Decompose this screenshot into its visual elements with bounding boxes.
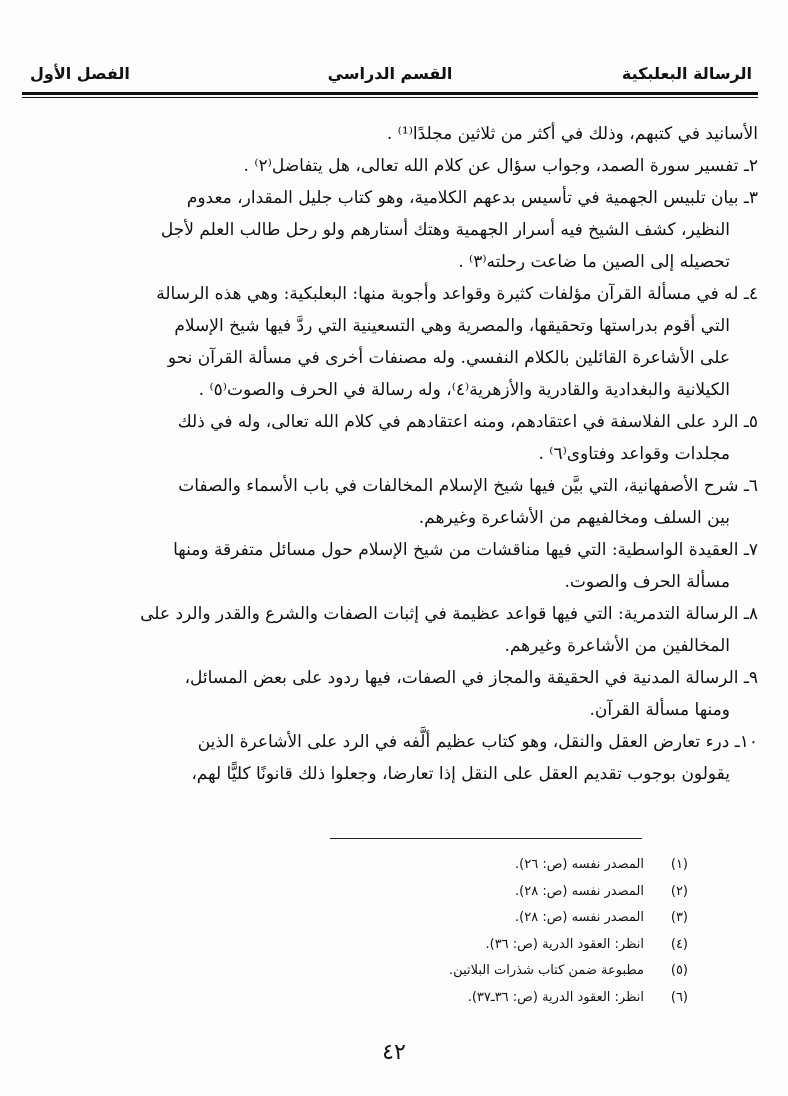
text-line: المخالفين من الأشاعرة وغيرهم. xyxy=(504,636,730,656)
list-item-4: ٤ـ له في مسألة القرآن مؤلفات كثيرة وقواعد وأجوبة منها: البعلبكية: وهي هذه الرسالة xyxy=(156,284,758,304)
footnote-separator xyxy=(330,838,642,839)
text-line: النظير، كشف الشيخ فيه أسرار الجهمية وهتك أستارهم ولو رحل طالب العلم لأجل xyxy=(160,220,730,240)
footnote xyxy=(200,985,688,1012)
footnote-number: (٦) xyxy=(670,989,688,1005)
page-number: ٤٢ xyxy=(382,1040,406,1065)
text-line: الأسانيد في كتبهم، وذلك في أكثر من ثلاثين مجلدًا⁽¹⁾ . xyxy=(386,124,758,144)
text-line: مجلدات وقواعد وفتاوى⁽٦⁾ . xyxy=(538,444,730,464)
header-rule-thin xyxy=(22,97,758,98)
list-item-2: ٢ـ تفسير سورة الصمد، وجواب سؤال عن كلام الله تعالى، هل يتفاضل⁽٢⁾ . xyxy=(243,156,758,176)
footnote-text: المصدر نفسه (ص: ٢٦). xyxy=(515,857,644,872)
list-item-5: ٥ـ الرد على الفلاسفة في اعتقادهم، ومنه اعتقادهم في كلام الله تعالى، وله في ذلك xyxy=(177,412,758,432)
footnote-number: (٢) xyxy=(670,883,688,899)
chapter-title: الفصل الأول xyxy=(30,64,130,83)
text-line: يقولون بوجوب تقديم العقل على النقل إذا تعارضا، وجعلوا ذلك قانونًا كليًّا لهم، xyxy=(191,764,730,784)
list-item-9: ٩ـ الرسالة المدنية في الحقيقة والمجاز في الصفات، فيها ردود على بعض المسائل، xyxy=(184,668,758,688)
footnote-text: انظر: العقود الدرية (ص: ٣٦). xyxy=(485,936,644,952)
footnote-text: المصدر نفسه (ص: ٢٨). xyxy=(515,883,644,899)
text-line: بين السلف ومخالفيهم من الأشاعرة وغيرهم. xyxy=(418,508,730,528)
footnote xyxy=(200,879,688,906)
main-text xyxy=(24,118,758,790)
footnote-number: (٣) xyxy=(670,910,688,925)
footnote xyxy=(200,958,688,985)
footnote-number: (١) xyxy=(670,857,688,872)
text-line: على الأشاعرة القائلين بالكلام النفسي. وله مصنفات أخرى في مسألة القرآن نحو xyxy=(167,348,730,368)
footnotes xyxy=(200,852,688,1011)
footnote-number: (٥) xyxy=(670,963,688,978)
text-line: الكيلانية والبغدادية والقادرية والأزهرية⁽٤⁾، وله رسالة في الحرف والصوت⁽٥⁾ . xyxy=(198,380,730,400)
text-line: التي أقوم بدراستها وتحقيقها، والمصرية وهي التسعينية التي ردَّ فيها شيخ الإسلام xyxy=(174,316,730,336)
text-line: تحصيله إلى الصين ما ضاعت رحلته⁽٣⁾ . xyxy=(458,252,730,272)
header-rule xyxy=(22,92,758,95)
list-item-3: ٣ـ بيان تلبيس الجهمية في تأسيس بدعهم الكلامية، وهو كتاب جليل المقدار، معدوم xyxy=(186,188,758,208)
footnote-text: انظر: العقود الدرية (ص: ٣٦ـ٣٧). xyxy=(467,989,644,1005)
footnote xyxy=(200,852,688,879)
list-item-8: ٨ـ الرسالة التدمرية: التي فيها قواعد عظيمة في إثبات الصفات والشرع والقدر والرد على xyxy=(140,604,758,624)
footnote-text: مطبوعة ضمن كتاب شذرات البلاتين. xyxy=(449,963,644,978)
footnote-text: المصدر نفسه (ص: ٢٨). xyxy=(515,910,644,925)
book-title: الرسالة البعلبكية xyxy=(621,64,752,83)
list-item-10: ١٠ـ درء تعارض العقل والنقل، وهو كتاب عظيم ألَّفه في الرد على الأشاعرة الذين xyxy=(197,732,758,752)
list-item-7: ٧ـ العقيدة الواسطية: التي فيها مناقشات من شيخ الإسلام حول مسائل متفرقة ومنها xyxy=(173,540,758,560)
list-item-6: ٦ـ شرح الأصفهانية، التي بيَّن فيها شيخ الإسلام المخالفات في باب الأسماء والصفات xyxy=(178,476,758,496)
footnote xyxy=(200,932,688,959)
footnote-number: (٤) xyxy=(670,936,688,952)
text-line: مسألة الحرف والصوت. xyxy=(564,572,730,592)
section-title: القسم الدراسي xyxy=(327,64,453,83)
text-line: ومنها مسألة القرآن. xyxy=(589,700,730,720)
footnote xyxy=(200,905,688,932)
